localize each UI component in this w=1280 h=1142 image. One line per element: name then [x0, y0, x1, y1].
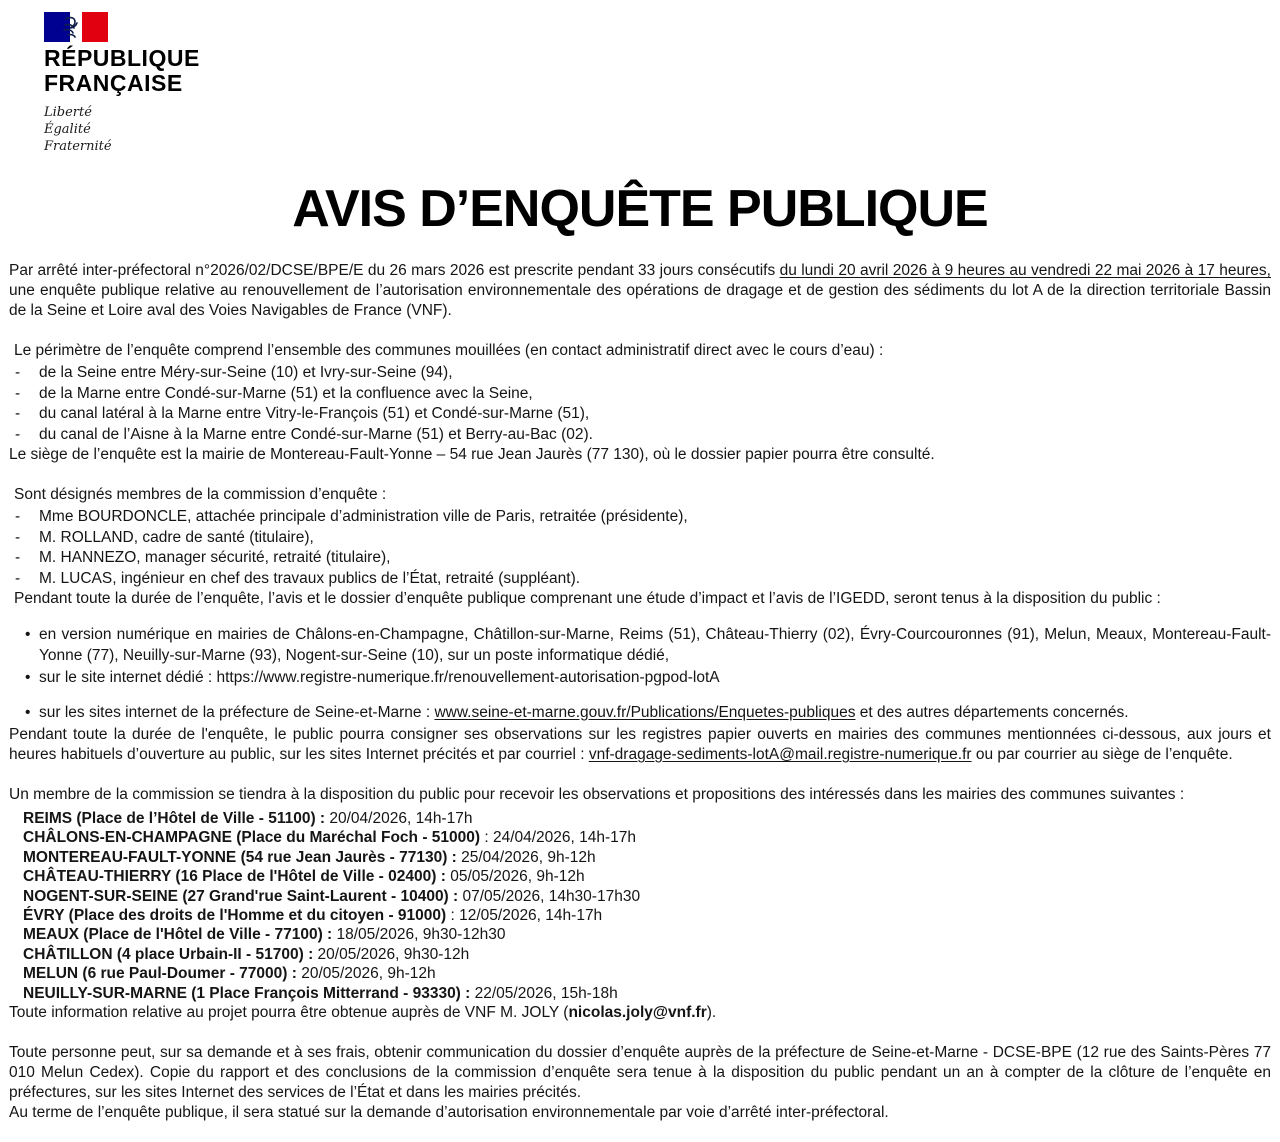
paragraph-siege: Le siège de l’enquête est la mairie de Montereau-Fault-Yonne – 54 rue Jean Jaurès (77 130), où le dossier papier pourra être consulté.	[9, 446, 935, 463]
republic-line1: RÉPUBLIQUE	[44, 45, 200, 71]
table-row	[23, 945, 1271, 964]
perimeter-item-text: du canal latéral à la Marne entre Vitry-le-François (51) et Condé-sur-Marne (51),	[39, 405, 590, 422]
dash-marker: -	[15, 384, 21, 402]
list-item	[9, 507, 1271, 528]
commune-name: MONTEREAU-FAULT-YONNE (54 rue Jean Jaurès - 77130) :	[23, 848, 457, 866]
table-row	[23, 848, 1271, 867]
bullet-icon: •	[25, 669, 31, 686]
permanences-list	[23, 809, 1271, 1003]
perimeter-heading: Le périmètre de l’enquête comprend l’ensemble des communes mouillées (en contact administratif direct avec le cours d’eau) :	[14, 342, 884, 359]
observations-text-1: Pendant toute la durée de l'enquête, le public pourra consigner ses observations sur les registres papier ouverts en mairies des communes mentionnées ci-dessous, aux jours et heures habituels d’ouverture au public, sur les sites Internet précités et par courriel :	[9, 726, 1271, 763]
commission-member: M. ROLLAND, cadre de santé (titulaire),	[39, 528, 314, 546]
list-item	[9, 548, 1271, 569]
motto	[44, 104, 1271, 155]
motto-egalite: Égalité	[44, 122, 91, 137]
bullet-icon: •	[25, 626, 31, 643]
commune-name: MEAUX (Place de l'Hôtel de Ville - 77100) :	[23, 926, 333, 944]
inquiry-dates-underlined: du lundi 20 avril 2026 à 9 heures au vendredi 22 mai 2026 à 17 heures,	[779, 262, 1271, 279]
commune-name: CHÂTEAU-THIERRY (16 Place de l'Hôtel de Ville - 02400) :	[23, 868, 446, 886]
republic-name	[44, 46, 1271, 96]
republique-francaise-logo	[44, 12, 1271, 155]
arrete-text-1: Par arrêté inter-préfectoral n°2026/02/DCSE/BPE/E du 26 mars 2026 est prescrite pendant 33 jours consécutifs	[9, 262, 780, 279]
commune-datetime: 20/04/2026, 14h-17h	[325, 810, 473, 827]
table-row	[23, 887, 1271, 906]
commune-name: ÉVRY (Place des droits de l'Homme et du citoyen - 91000)	[23, 907, 447, 925]
commune-datetime: 05/05/2026, 9h-12h	[445, 868, 585, 886]
paragraph-observations	[9, 725, 1271, 765]
paragraph-conclusion: Au terme de l’enquête publique, il sera statué sur la demande d’autorisation environnementale par voie d’arrêté inter-préfectoral.	[9, 1104, 889, 1122]
dash-marker: -	[15, 569, 21, 587]
dash-marker: -	[15, 425, 21, 443]
prefecture-text-2: et des autres départements concernés.	[855, 703, 1129, 721]
page-title: AVIS D’ENQUÊTE PUBLIQUE	[292, 180, 988, 238]
perimeter-item-text: de la Marne entre Condé-sur-Marne (51) et la confluence avec la Seine,	[39, 384, 533, 402]
contact-text-2: ).	[706, 1004, 717, 1022]
commune-datetime: 22/05/2026, 15h-18h	[470, 984, 618, 1002]
commune-name: CHÂLONS-EN-CHAMPAGNE (Place du Maréchal Foch - 51000)	[23, 829, 481, 847]
commune-name: NOGENT-SUR-SEINE (27 Grand'rue Saint-Laurent - 10400) :	[23, 887, 459, 905]
contact-text-1: Toute information relative au projet pourra être obtenue auprès de VNF M. JOLY (	[9, 1004, 569, 1022]
marianne-silhouette-icon	[62, 16, 90, 38]
observations-email-link[interactable]: vnf-dragage-sediments-lotA@mail.registre-numerique.fr	[588, 746, 972, 763]
commission-heading: Sont désignés membres de la commission d’enquête :	[14, 486, 387, 503]
commune-datetime: : 12/05/2026, 14h-17h	[446, 907, 603, 925]
commune-datetime: 20/05/2026, 9h30-12h	[313, 945, 470, 963]
arrete-text-2: une enquête publique relative au renouvellement de l’autorisation environnementale des opérations de dragage et de gestion des sédiments du lot A de la direction territoriale Bassin de la Seine et Loire aval des Voies Navigables de France (VNF).	[9, 282, 1271, 319]
list-item	[9, 569, 1271, 590]
french-flag-icon	[44, 12, 108, 42]
dash-marker: -	[15, 364, 21, 381]
commune-name: CHÂTILLON (4 place Urbain-II - 51700) :	[23, 945, 314, 963]
table-row	[23, 964, 1271, 983]
dash-marker: -	[15, 549, 21, 566]
list-item	[9, 384, 1271, 405]
table-row	[23, 828, 1271, 847]
table-row	[23, 984, 1271, 1003]
commune-name: MELUN (6 rue Paul-Doumer - 77000) :	[23, 965, 297, 983]
list-item	[9, 625, 1271, 666]
commune-datetime: 25/04/2026, 9h-12h	[456, 848, 596, 866]
permanences-heading: Un membre de la commission se tiendra à la disposition du public pour recevoir les observations et propositions des intéressés dans les mairies des communes suivantes :	[9, 786, 1185, 803]
commune-datetime: 20/05/2026, 9h-12h	[296, 965, 436, 983]
commission-member: M. LUCAS, ingénieur en chef des travaux publics de l’État, retraité (suppléant).	[39, 569, 581, 587]
table-row	[23, 867, 1271, 886]
observations-text-2: ou par courrier au siège de l’enquête.	[971, 746, 1233, 763]
disposition-numeric: en version numérique en mairies de Châlons-en-Champagne, Châtillon-sur-Marne, Reims (51), Château-Thierry (02), Évry-Courcouronnes (91), Melun, Meaux, Montereau-Fault-Yonne (77), Neuilly-sur-Marne (93), Nogent-sur-Seine (10), sur un poste informatique dédié,	[39, 626, 1271, 664]
table-row	[23, 809, 1271, 828]
list-item	[9, 425, 1271, 446]
paragraph-communication: Toute personne peut, sur sa demande et à ses frais, obtenir communication du dossier d’enquête auprès de la préfecture de Seine-et-Marne - DCSE-BPE (12 rue des Saints-Pères 77 010 Melun Cedex). Copie du rapport et des conclusions de la commission d’enquête sera tenue à la disposition du public pendant un an à compter de la clôture de l’enquête en préfectures, sur les sites Internet des services de l’État et dans les mairies précités.	[9, 1044, 1271, 1102]
list-item	[9, 363, 1271, 384]
prefecture-text-1: sur les sites internet de la préfecture de Seine-et-Marne :	[39, 703, 435, 721]
contact-email[interactable]: nicolas.joly@vnf.fr	[568, 1004, 707, 1022]
motto-liberte: Liberté	[44, 105, 92, 120]
republic-line2: FRANÇAISE	[44, 70, 183, 96]
motto-fraternite: Fraternité	[44, 139, 112, 154]
registre-url[interactable]: sur le site internet dédié : https://www.registre-numerique.fr/renouvellement-autorisation-pgpod-lotA	[39, 669, 720, 686]
list-item	[9, 404, 1271, 425]
list-item	[9, 528, 1271, 549]
perimeter-list	[9, 363, 1271, 445]
commune-name: REIMS (Place de l’Hôtel de Ville - 51100) :	[23, 810, 326, 827]
commission-list	[9, 507, 1271, 589]
table-row	[23, 925, 1271, 944]
prefecture-url-link[interactable]: www.seine-et-marne.gouv.fr/Publications/Enquetes-publiques	[434, 703, 856, 721]
dash-marker: -	[15, 528, 21, 546]
disposition-list	[9, 625, 1271, 723]
disposition-heading: Pendant toute la durée de l’enquête, l’avis et le dossier d’enquête publique comprenant une étude d’impact et l’avis de l’IGEDD, seront tenus à la disposition du public :	[14, 590, 1161, 607]
paragraph-arrete	[9, 261, 1271, 321]
perimeter-item-text: du canal de l’Aisne à la Marne entre Condé-sur-Marne (51) et Berry-au-Bac (02).	[39, 425, 593, 443]
commission-member: Mme BOURDONCLE, attachée principale d’administration ville de Paris, retraitée (présidente),	[39, 508, 688, 525]
dash-marker: -	[15, 508, 21, 525]
bullet-icon: •	[25, 703, 31, 721]
commission-member: M. HANNEZO, manager sécurité, retraité (titulaire),	[39, 549, 391, 566]
commune-name: NEUILLY-SUR-MARNE (1 Place François Mitterrand - 93330) :	[23, 984, 471, 1002]
table-row	[23, 906, 1271, 925]
commune-datetime: 18/05/2026, 9h30-12h30	[332, 926, 506, 944]
commune-datetime: : 24/04/2026, 14h-17h	[480, 829, 637, 847]
perimeter-item-text: de la Seine entre Méry-sur-Seine (10) et Ivry-sur-Seine (94),	[39, 364, 453, 381]
list-item	[9, 668, 1271, 689]
commune-datetime: 07/05/2026, 14h30-17h30	[458, 887, 641, 905]
dash-marker: -	[15, 405, 21, 422]
paragraph-contact	[9, 1003, 1271, 1023]
list-item	[9, 703, 1271, 724]
